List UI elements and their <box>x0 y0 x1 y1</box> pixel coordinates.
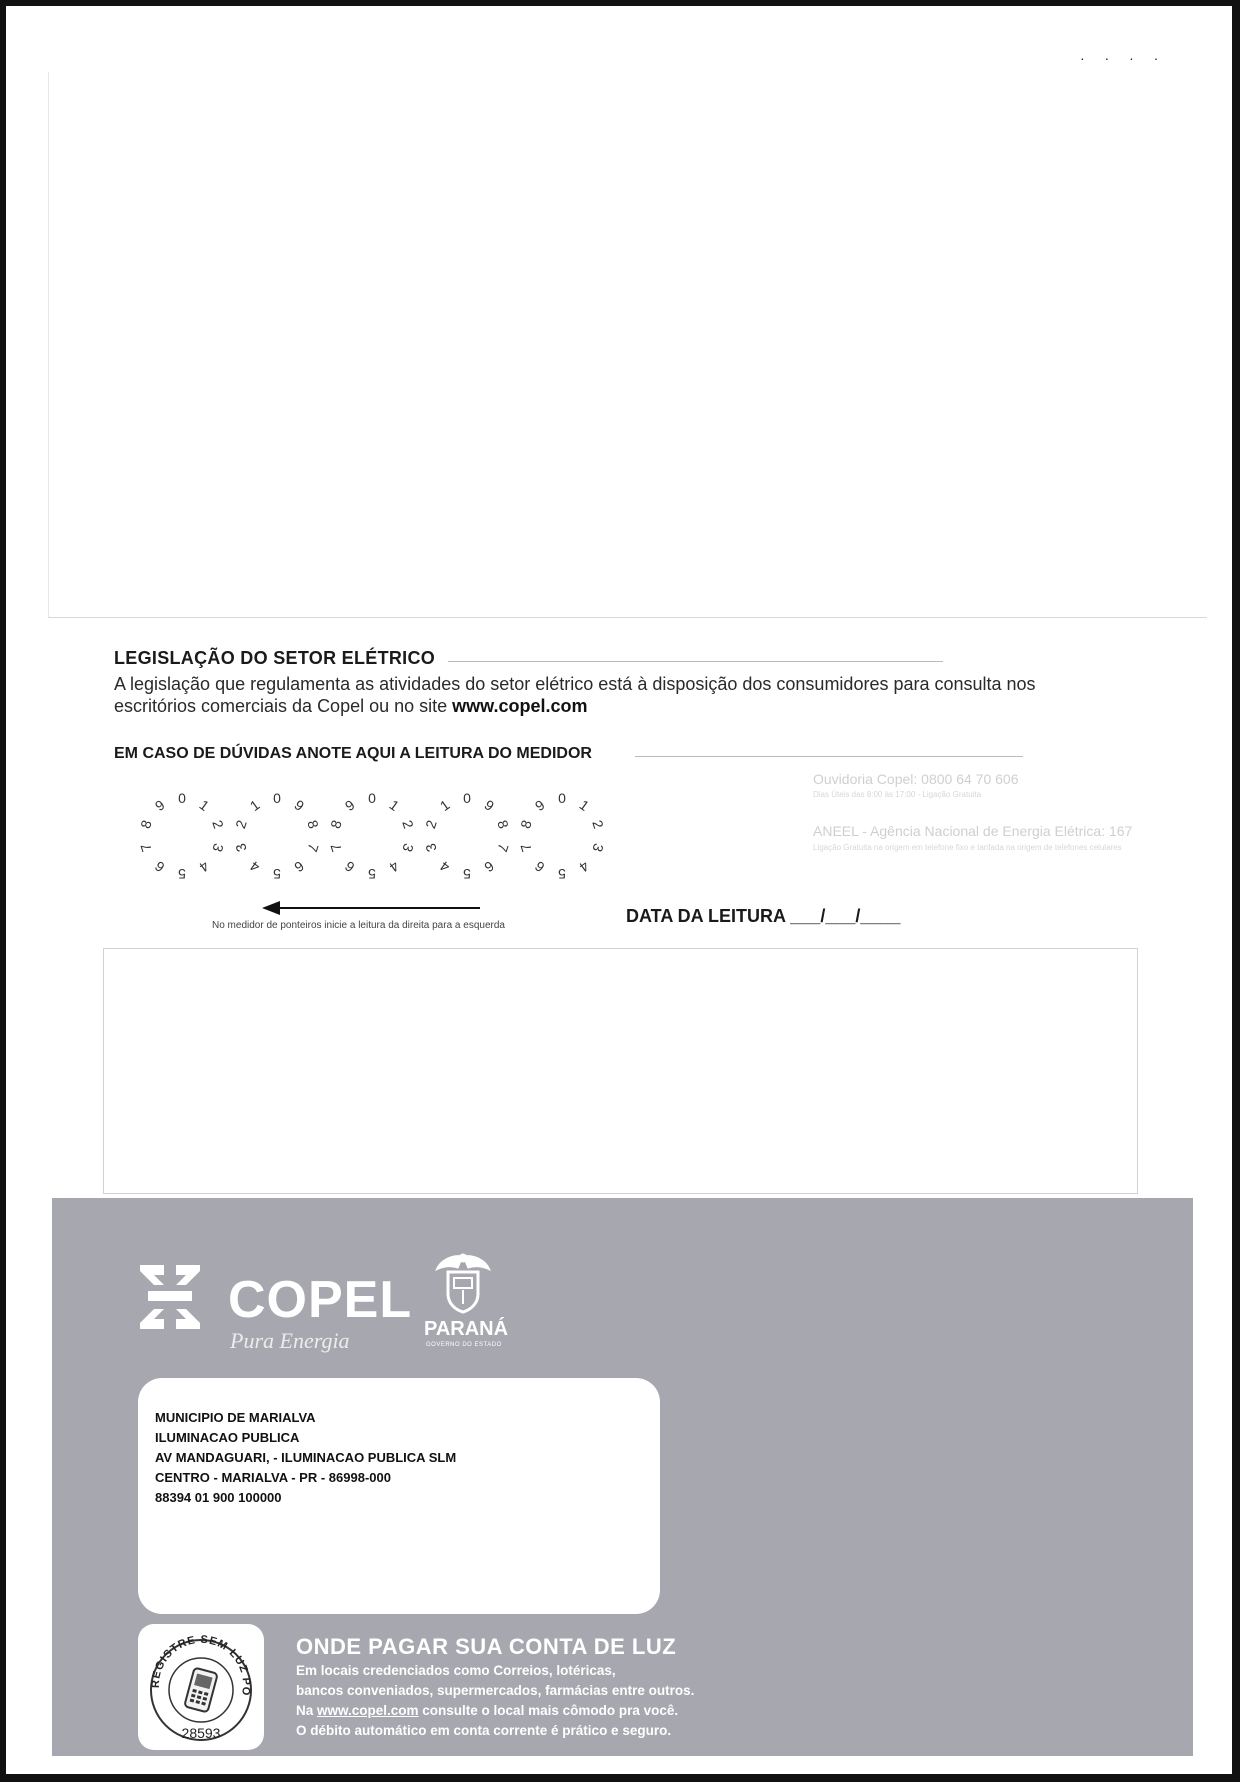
dial-digit: 1 <box>386 796 403 815</box>
dial-digit: 0 <box>178 790 186 806</box>
dial-digit: 8 <box>137 818 155 831</box>
reading-date-field: DATA DA LEITURA ___/___/____ <box>626 906 901 926</box>
dial-digit: 4 <box>436 857 453 876</box>
dial-digit: 0 <box>463 790 471 806</box>
dial-digit: 7 <box>304 841 322 854</box>
dial-digit: 9 <box>291 796 308 815</box>
dial-digit: 6 <box>291 857 308 876</box>
meter-dial <box>327 790 417 882</box>
aneel-note: Ligação Gratuita na origem em telefone fixo e tarifada na origem de telefones celulares <box>813 843 1122 852</box>
parana-wordmark: PARANÁ <box>424 1318 509 1340</box>
dial-digit: 4 <box>246 857 263 876</box>
envelope-panel <box>52 1198 1193 1756</box>
dial-digit: 3 <box>209 841 227 854</box>
meter-dial <box>422 790 512 882</box>
copel-logo-icon <box>134 1261 206 1333</box>
dial-digit: 7 <box>327 841 345 854</box>
dial-digit: 8 <box>304 818 322 831</box>
dial-digit: 2 <box>209 818 227 831</box>
sms-number: 28593 <box>181 1725 221 1741</box>
sms-outage-badge <box>138 1624 264 1750</box>
dial-digit: 0 <box>273 790 281 806</box>
meter-dial <box>517 790 607 882</box>
meter-dial <box>137 790 227 882</box>
legislation-title: LEGISLAÇÃO DO SETOR ELÉTRICO <box>114 648 436 668</box>
dial-digit: 1 <box>436 796 453 815</box>
scan-border-left <box>0 0 6 1782</box>
copel-wordmark: COPEL <box>228 1271 413 1329</box>
address-line: ILUMINACAO PUBLICA <box>155 1430 300 1445</box>
legislation-body: A legislação que regulamenta as atividades do setor elétrico está à disposição dos consumidores para consulta nos escritórios comerciais da Copel ou no site <box>114 674 1036 716</box>
dial-instruction: No medidor de ponteiros inicie a leitura da direita para a esquerda <box>212 920 505 931</box>
dial-digit: 9 <box>531 796 548 815</box>
blank-upper-panel <box>48 72 1207 618</box>
payment-line: bancos conveniados, supermercados, farmácias entre outros. <box>296 1683 695 1698</box>
scan-border-top <box>0 0 1240 6</box>
dial-digit: 5 <box>178 866 186 882</box>
dial-digit: 6 <box>151 857 168 876</box>
parana-coat-of-arms-icon <box>430 1250 496 1316</box>
address-line: MUNICIPIO DE MARIALVA <box>155 1410 316 1425</box>
meter-dial <box>232 790 322 882</box>
dial-digit: 0 <box>368 790 376 806</box>
payment-info <box>296 1661 694 1741</box>
dial-digit: 4 <box>196 857 213 876</box>
dial-digit: 5 <box>273 866 281 882</box>
dial-digit: 6 <box>341 857 358 876</box>
dial-digit: 5 <box>558 866 566 882</box>
address-line: 88394 01 900 100000 <box>155 1490 282 1505</box>
left-arrow-icon <box>262 900 482 916</box>
dial-digit: 3 <box>399 841 417 854</box>
scan-border-right <box>1232 0 1240 1782</box>
dial-digit: 6 <box>531 857 548 876</box>
payment-line: O débito automático em conta corrente é prático e seguro. <box>296 1723 672 1738</box>
sms-seal <box>138 1624 264 1750</box>
dial-digit: 3 <box>232 841 250 854</box>
scan-border-bottom <box>0 1774 1240 1782</box>
dial-digit: 5 <box>463 866 471 882</box>
dial-digit: 8 <box>517 818 535 831</box>
recipient-address <box>155 1408 456 1508</box>
notes-box <box>103 948 1138 1194</box>
dial-digit: 2 <box>399 818 417 831</box>
payment-line <box>296 1701 694 1721</box>
dial-digit: 2 <box>422 818 440 831</box>
payment-title: ONDE PAGAR SUA CONTA DE LUZ <box>296 1634 677 1659</box>
dial-digit: 7 <box>494 841 512 854</box>
dial-digit: 4 <box>386 857 403 876</box>
ouvidoria-hours: Dias Úteis das 8:00 às 17:00 - Ligação Gratuita <box>813 790 982 799</box>
legislation-text <box>114 673 1114 717</box>
dial-digit: 9 <box>151 796 168 815</box>
dial-digit: 7 <box>137 841 155 854</box>
dial-digit: 8 <box>494 818 512 831</box>
dial-digit: 1 <box>576 796 593 815</box>
payment-line-suffix: consulte o local mais cômodo pra você. <box>418 1703 679 1718</box>
meter-dials <box>137 786 630 886</box>
dial-digit: 1 <box>246 796 263 815</box>
ouvidoria-contact: Ouvidoria Copel: 0800 64 70 606 <box>813 771 1019 787</box>
scan-specks: · · · · <box>1080 50 1167 66</box>
address-line: CENTRO - MARIALVA - PR - 86998-000 <box>155 1470 391 1485</box>
dial-digit: 7 <box>517 841 535 854</box>
dial-digit: 3 <box>422 841 440 854</box>
phone-icon <box>184 1668 218 1713</box>
meter-reading-title: EM CASO DE DÚVIDAS ANOTE AQUI A LEITURA DO MEDIDOR <box>114 745 592 762</box>
payment-line-prefix: Na <box>296 1703 318 1718</box>
dial-digit: 1 <box>196 796 213 815</box>
dial-digit: 8 <box>327 818 345 831</box>
address-window <box>138 1378 660 1614</box>
dial-digit: 3 <box>589 841 607 854</box>
payment-site-link[interactable]: www.copel.com <box>317 1703 419 1718</box>
dial-digit: 2 <box>589 818 607 831</box>
copel-site-link[interactable]: www.copel.com <box>452 696 588 716</box>
copel-tagline: Pura Energia <box>230 1328 350 1353</box>
legislation-rule <box>448 661 943 662</box>
dial-digit: 9 <box>341 796 358 815</box>
sms-register-text: REGISTRE SEM LUZ PO <box>149 1633 253 1698</box>
dial-digit: 4 <box>576 857 593 876</box>
dial-digit: 0 <box>558 790 566 806</box>
meter-reading-rule <box>635 756 1023 757</box>
dial-digit: 6 <box>481 857 498 876</box>
aneel-contact: ANEEL - Agência Nacional de Energia Elétrica: 167 <box>813 823 1133 839</box>
address-line: AV MANDAGUARI, - ILUMINACAO PUBLICA SLM <box>155 1450 457 1465</box>
dial-digit: 2 <box>232 818 250 831</box>
parana-subtitle: GOVERNO DO ESTADO <box>426 1342 502 1348</box>
dial-digit: 5 <box>368 866 376 882</box>
payment-line: Em locais credenciados como Correios, lotéricas, <box>296 1663 616 1678</box>
dial-digit: 9 <box>481 796 498 815</box>
